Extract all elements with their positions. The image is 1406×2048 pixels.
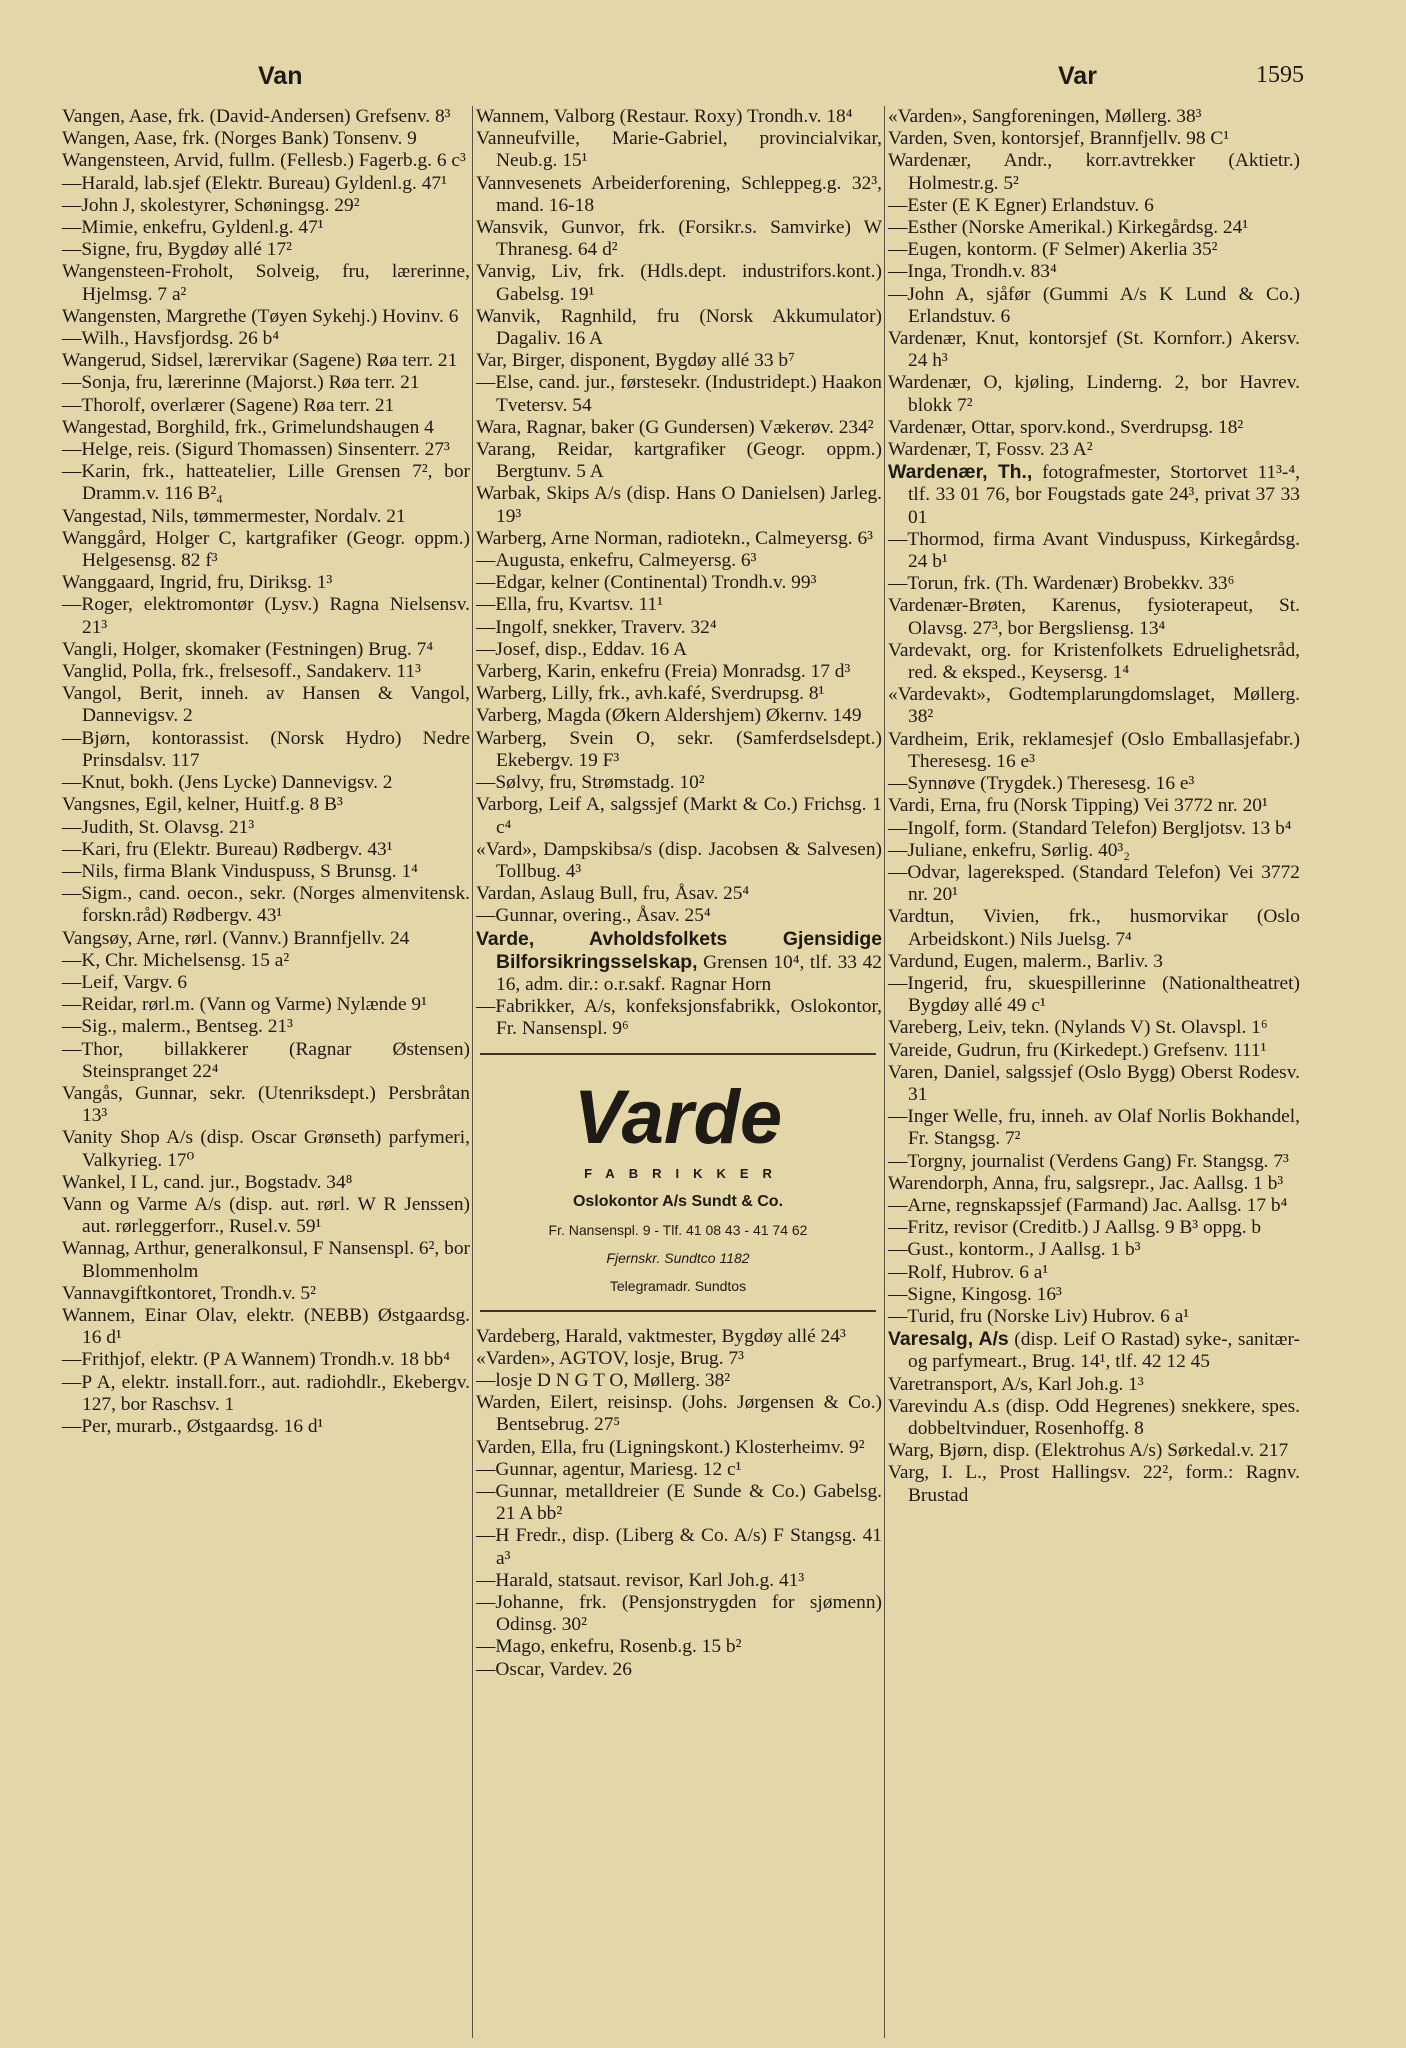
list-item: Warberg, Svein O, sekr. (Samferdselsdept.) Ekebergv. 19 F³ [476,727,882,771]
list-item: «Varden», Sangforeningen, Møllerg. 38³ [888,106,1202,127]
entry-bold-name: Varde, Avholdsfolkets Gjensidige Bilforsikringsselskap, [476,927,882,973]
list-item: —Per, murarb., Østgaardsg. 16 d¹ [62,1415,324,1437]
list-item: Vangås, Gunnar, sekr. (Utenriksdept.) Persbråtan 13³ [62,1082,470,1127]
list-item: Warden, Eilert, reisinsp. (Johs. Jørgensen & Co.) Bentsebrug. 27⁵ [476,1392,882,1436]
list-item: —Mago, enkefru, Rosenb.g. 15 b² [476,1636,742,1658]
list-item: —Harald, lab.sjef (Elektr. Bureau) Gyldenl.g. 47¹ [62,172,447,194]
list-item: —Knut, bokh. (Jens Lycke) Dannevigsv. 2 [62,772,393,794]
list-item: Wansvik, Gunvor, frk. (Forsikr.s. Samvirke) W Thranesg. 64 d² [476,217,882,261]
list-item: —Eugen, kontorm. (F Selmer) Akerlia 35² [888,239,1218,261]
list-item: Wangensteen-Froholt, Solveig, fru, lærerinne, Hjelmsg. 7 a² [62,261,470,305]
list-item: Wara, Ragnar, baker (G Gundersen) Vækerøv. 234² [476,416,874,438]
list-item: —John A, sjåfør (Gummi A/s K Lund & Co.) Erlandstuv. 6 [888,283,1300,327]
list-item: Vannavgiftkontoret, Trondh.v. 5² [62,1282,316,1304]
list-item: —Kari, fru (Elektr. Bureau) Rødbergv. 43¹ [62,838,393,860]
list-item: Vareide, Gudrun, fru (Kirkedept.) Grefsenv. 111¹ [888,1039,1267,1061]
list-item: Vangen, Aase, frk. (David-Andersen) Grefsenv. 8³ [62,106,451,127]
list-item: —H Fredr., disp. (Liberg & Co. A/s) F Stangsg. 41 a³ [476,1525,882,1569]
list-item: Vareberg, Leiv, tekn. (Nylands V) St. Olavspl. 1⁶ [888,1017,1268,1039]
list-item: Vardenær, Ottar, sporv.kond., Sverdrupsg. 18² [888,416,1244,438]
column-divider [472,106,473,2038]
list-item: —Esther (Norske Amerikal.) Kirkegårdsg. 24¹ [888,217,1249,239]
list-item: —Arne, regnskapssjef (Farmand) Jac. Aallsg. 17 b⁴ [888,1194,1288,1216]
list-item: —Judith, St. Olavsg. 21³ [62,816,255,838]
list-item: Vardenær-Brøten, Karenus, fysioterapeut, St. Olavsg. 27³, bor Bergsliensg. 13⁴ [888,595,1300,639]
list-item: Vanneufville, Marie-Gabriel, provincialvikar, Neub.g. 15¹ [476,128,882,172]
list-item: —Frithjof, elektr. (P A Wannem) Trondh.v. 18 bb⁴ [62,1349,450,1371]
list-item: Vangol, Berit, inneh. av Hansen & Vangol, Dannevigsv. 2 [62,683,470,727]
list-item: Vardan, Aslaug Bull, fru, Åsav. 25⁴ [476,883,750,905]
list-item: —P A, elektr. install.forr., aut. radiohdlr., Ekebergv. 127, bor Raschsv. 1 [62,1371,470,1415]
list-item: Vardund, Eugen, malerm., Barliv. 3 [888,950,1163,972]
list-item: Vann og Varme A/s (disp. aut. rørl. W R Jenssen) aut. rørleggerforr., Rusel.v. 59¹ [62,1193,470,1238]
list-item: Wanggaard, Ingrid, fru, Diriksg. 1³ [62,572,333,594]
list-item: Wangensteen, Arvid, fullm. (Fellesb.) Fagerb.g. 6 c³ [62,150,466,172]
list-item: —K, Chr. Michelsensg. 15 a² [62,949,290,971]
list-item: Vannvesenets Arbeiderforening, Schleppeg.g. 32³, mand. 16-18 [476,172,882,216]
list-item: —Bjørn, kontorassist. (Norsk Hydro) Nedre Prinsdalsv. 117 [62,727,470,771]
list-item: —Augusta, enkefru, Calmeyersg. 6³ [476,550,757,572]
list-item: —Harald, statsaut. revisor, Karl Joh.g. 41³ [476,1569,805,1591]
list-item: Warberg, Lilly, frk., avh.kafé, Sverdrupsg. 8¹ [476,683,825,705]
list-item: Var, Birger, disponent, Bygdøy allé 33 b⁷ [476,350,795,372]
list-item: —Thormod, firma Avant Vinduspuss, Kirkegårdsg. 24 b¹ [888,528,1300,573]
list-item: Vardtun, Vivien, frk., husmorvikar (Oslo Arbeidskont.) Nils Juelsg. 7⁴ [888,906,1300,950]
list-item: —Edgar, kelner (Continental) Trondh.v. 99³ [476,572,817,594]
list-item: Wangen, Aase, frk. (Norges Bank) Tonsenv. 9 [62,128,417,150]
list-item: Wangerud, Sidsel, lærervikar (Sagene) Røa terr. 21 [62,350,458,372]
list-item: —Ella, fru, Kvartsv. 11¹ [476,594,663,616]
list-item: —Ingolf, snekker, Traverv. 32⁴ [476,616,717,638]
list-item: Wannem, Einar Olav, elektr. (NEBB) Østgaardsg. 16 d¹ [62,1304,470,1349]
list-item: Varen, Daniel, salgssjef (Oslo Bygg) Oberst Rodesv. 31 [888,1061,1300,1105]
list-item: —Signe, Kingosg. 16³ [888,1283,1062,1305]
list-item: —Ester (E K Egner) Erlandstuv. 6 [888,194,1154,216]
ad-subtitle: FABRIKKER [584,1165,786,1181]
list-item: —Wilh., Havsfjordsg. 26 b⁴ [62,328,280,350]
list-item: Varang, Reidar, kartgrafiker (Geogr. oppm.) Bergtunv. 5 A [476,439,882,483]
list-item: —John J, skolestyrer, Schøningsg. 29² [62,194,360,216]
list-item: Wardenær, T, Fossv. 23 A² [888,439,1093,461]
list-item: Varberg, Karin, enkefru (Freia) Monradsg. 17 d³ [476,661,851,683]
list-item: —Sølvy, fru, Strømstadg. 10² [476,772,705,794]
list-item: —losje D N G T O, Møllerg. 38² [476,1369,731,1391]
list-item: Vangsøy, Arne, rørl. (Vannv.) Brannfjellv. 24 [62,927,410,949]
list-item: Warbak, Skips A/s (disp. Hans O Danielsen) Jarleg. 19³ [476,483,882,527]
varde-logo-icon [553,1071,803,1159]
list-item: —Gust., kontorm., J Aallsg. 1 b³ [888,1239,1141,1261]
list-item: Varde, Avholdsfolkets Gjensidige Bilforsikringsselskap, Grensen 10⁴, tlf. 33 42 16, adm. dir.: o.r.sakf. Ragnar Horn [476,927,882,995]
ad-address: Fr. Nansenspl. 9 - Tlf. 41 08 43 - 41 74 62 [548,1221,808,1238]
list-item: Wangensten, Margrethe (Tøyen Sykehj.) Hovinv. 6 [62,305,459,327]
list-item: —Ingolf, form. (Standard Telefon) Bergljotsv. 13 b⁴ [888,817,1292,839]
list-item: Wanvik, Ragnhild, fru (Norsk Akkumulator) Dagaliv. 16 A [476,305,882,350]
list-item: —Gunnar, overing., Åsav. 25⁴ [476,905,711,927]
list-item: Warberg, Arne Norman, radiotekn., Calmeyersg. 6³ [476,527,873,549]
list-item: —Inger Welle, fru, inneh. av Olaf Norlis Bokhandel, Fr. Stangsg. 7² [888,1106,1300,1150]
list-item: —Sonja, fru, lærerinne (Majorst.) Røa terr. 21 [62,372,420,394]
list-item: Varesalg, A/s (disp. Leif O Rastad) syke-, sanitær- og parfymeart., Brug. 14¹, tlf. 42 12 45 [888,1328,1300,1373]
list-item: —Juliane, enkefru, Sørlig. 40³₂ [888,839,1130,861]
column-1 [62,106,470,1438]
list-item: —Fritz, revisor (Creditb.) J Aallsg. 9 B³ oppg. b [888,1217,1262,1239]
list-item: —Torgny, journalist (Verdens Gang) Fr. Stangsg. 7³ [888,1150,1289,1172]
list-item: —Rolf, Hubrov. 6 a¹ [888,1261,1049,1283]
list-item: Varden, Ella, fru (Ligningskont.) Klosterheimv. 9² [476,1436,865,1458]
list-item: Varden, Sven, kontorsjef, Brannfjellv. 98 C¹ [888,128,1230,150]
running-head-right: Var [1058,62,1097,90]
list-item: Vangestad, Nils, tømmermester, Nordalv. 21 [62,505,406,527]
column-2 [476,106,882,1681]
list-item: —Gunnar, agentur, Mariesg. 12 c¹ [476,1458,742,1480]
list-item: —Else, cand. jur., førstesekr. (Industridept.) Haakon Tvetersv. 54 [476,372,882,416]
column-3 [888,106,1300,1507]
ad-office: Oslokontor A/s Sundt & Co. [572,1192,784,1210]
varde-advertisement [480,1053,876,1312]
list-item: Varevindu A.s (disp. Odd Hegrenes) snekkere, spes. dobbeltvinduer, Rosenhoffg. 8 [888,1395,1300,1439]
list-item: «Vardevakt», Godtemplarungdomslaget, Møllerg. 38² [888,684,1300,728]
list-item: Vardeberg, Harald, vaktmester, Bygdøy allé 24³ [476,1325,846,1347]
ad-telegram: Telegramadr. Sundtos [609,1278,747,1295]
list-item: Vardheim, Erik, reklamesjef (Oslo Emballasjefabr.) Theresesg. 16 e³ [888,728,1300,772]
list-item: —Leif, Vargv. 6 [62,971,188,993]
list-item: Wannag, Arthur, generalkonsul, F Nansenspl. 6², bor Blommenholm [62,1238,470,1282]
logo-text: Varde [573,1074,783,1159]
list-item: Vanity Shop A/s (disp. Oscar Grønseth) parfymeri, Valkyrieg. 17⁰ [62,1127,470,1171]
page-number: 1595 [1256,62,1304,88]
list-item: Vangsnes, Egil, kelner, Huitf.g. 8 B³ [62,794,343,816]
list-item: —Signe, fru, Bygdøy allé 17² [62,239,292,261]
list-item: —Nils, firma Blank Vinduspuss, S Brunsg. 1⁴ [62,860,418,882]
list-item: Varetransport, A/s, Karl Joh.g. 1³ [888,1373,1144,1395]
list-item: Vangli, Holger, skomaker (Festningen) Brug. 7⁴ [62,638,434,660]
column-divider [884,106,885,2038]
list-item: —Odvar, lagereksped. (Standard Telefon) Vei 3772 nr. 20¹ [888,861,1300,906]
list-item: —Roger, elektromontør (Lysv.) Ragna Nielsensv. 21³ [62,594,470,638]
list-item: —Turid, fru (Norske Liv) Hubrov. 6 a¹ [888,1305,1190,1327]
list-item: «Vard», Dampskibsa/s (disp. Jacobsen & Salvesen) Tollbug. 4³ [476,838,882,882]
list-item: Vardenær, Knut, kontorsjef (St. Kornforr.) Akersv. 24 h³ [888,328,1300,372]
list-item: —Thor, billakkerer (Ragnar Østensen) Steinspranget 22⁴ [62,1038,470,1082]
entry-bold-name: Wardenær, Th., [888,461,1033,484]
list-item: Varborg, Leif A, salgssjef (Markt & Co.) Frichsg. 1 c⁴ [476,794,882,838]
list-item: Varberg, Magda (Økern Aldershjem) Økernv. 149 [476,705,862,727]
list-item: Warendorph, Anna, fru, salgsrepr., Jac. Aallsg. 1 b³ [888,1172,1284,1194]
list-item: —Oscar, Vardev. 26 [476,1658,632,1680]
list-item: —Synnøve (Trygdek.) Theresesg. 16 e³ [888,773,1195,795]
list-item: Vardevakt, org. for Kristenfolkets Edruelighetsråd, red. & eksped., Keysersg. 1⁴ [888,639,1300,684]
list-item: —Torun, frk. (Th. Wardenær) Brobekkv. 33⁶ [888,573,1235,595]
running-head-left: Van [258,62,303,90]
list-item: —Ingerid, fru, skuespillerinne (Nationaltheatret) Bygdøy allé 49 c¹ [888,972,1300,1017]
list-item: —Karin, frk., hatteatelier, Lille Grensen 7², bor Dramm.v. 116 B²₄ [62,461,470,505]
list-item: Wannem, Valborg (Restaur. Roxy) Trondh.v. 18⁴ [476,106,853,127]
list-item: Wardenær, O, kjøling, Linderng. 2, bor Havrev. blokk 7² [888,372,1300,416]
list-item: Wardenær, Andr., korr.avtrekker (Aktietr.) Holmestr.g. 5² [888,150,1300,194]
list-item: —Fabrikker, A/s, konfeksjonsfabrikk, Oslokontor, Fr. Nansenspl. 9⁶ [476,996,882,1040]
entry-bold-name: Varesalg, A/s [888,1328,1009,1351]
list-item: —Sigm., cand. oecon., sekr. (Norges almenvitensk. forskn.råd) Rødbergv. 43¹ [62,883,470,927]
list-item: Vanglid, Polla, frk., frelsesoff., Sandakerv. 11³ [62,661,421,683]
list-item: —Johanne, frk. (Pensjonstrygden for sjømenn) Odinsg. 30² [476,1591,882,1636]
list-item: —Inga, Trondh.v. 83⁴ [888,261,1057,283]
ad-telex: Fjernskr. Sundtco 1182 [606,1250,750,1267]
list-item: «Varden», AGTOV, losje, Brug. 7³ [476,1347,744,1369]
list-item: —Gunnar, metalldreier (E Sunde & Co.) Gabelsg. 21 A bb² [476,1480,882,1525]
list-item: —Sig., malerm., Bentseg. 21³ [62,1016,293,1038]
list-item: Wanggård, Holger C, kartgrafiker (Geogr. oppm.) Helgesensg. 82 f³ [62,527,470,572]
list-item: —Reidar, rørl.m. (Vann og Varme) Nylænde 9¹ [62,994,427,1016]
list-item: Vanvig, Liv, frk. (Hdls.dept. industrifors.kont.) Gabelsg. 19¹ [476,261,882,305]
list-item: —Helge, reis. (Sigurd Thomassen) Sinsenterr. 27³ [62,439,450,461]
list-item: —Mimie, enkefru, Gyldenl.g. 47¹ [62,217,324,239]
list-item: Varg, I. L., Prost Hallingsv. 22², form.: Ragnv. Brustad [888,1462,1300,1506]
list-item: —Josef, disp., Eddav. 16 A [476,638,687,660]
list-item: Vardi, Erna, fru (Norsk Tipping) Vei 3772 nr. 20¹ [888,795,1268,817]
list-item: Wardenær, Th., fotografmester, Stortorvet 11³-⁴, tlf. 33 01 76, bor Fougstads gate 24³, privat 37 33 01 [888,461,1300,528]
list-item: —Thorolf, overlærer (Sagene) Røa terr. 21 [62,394,395,416]
list-item: Warg, Bjørn, disp. (Elektrohus A/s) Sørkedal.v. 217 [888,1440,1289,1462]
list-item: Wankel, I L, cand. jur., Bogstadv. 34⁸ [62,1171,353,1193]
list-item: Wangestad, Borghild, frk., Grimelundshaugen 4 [62,416,434,438]
